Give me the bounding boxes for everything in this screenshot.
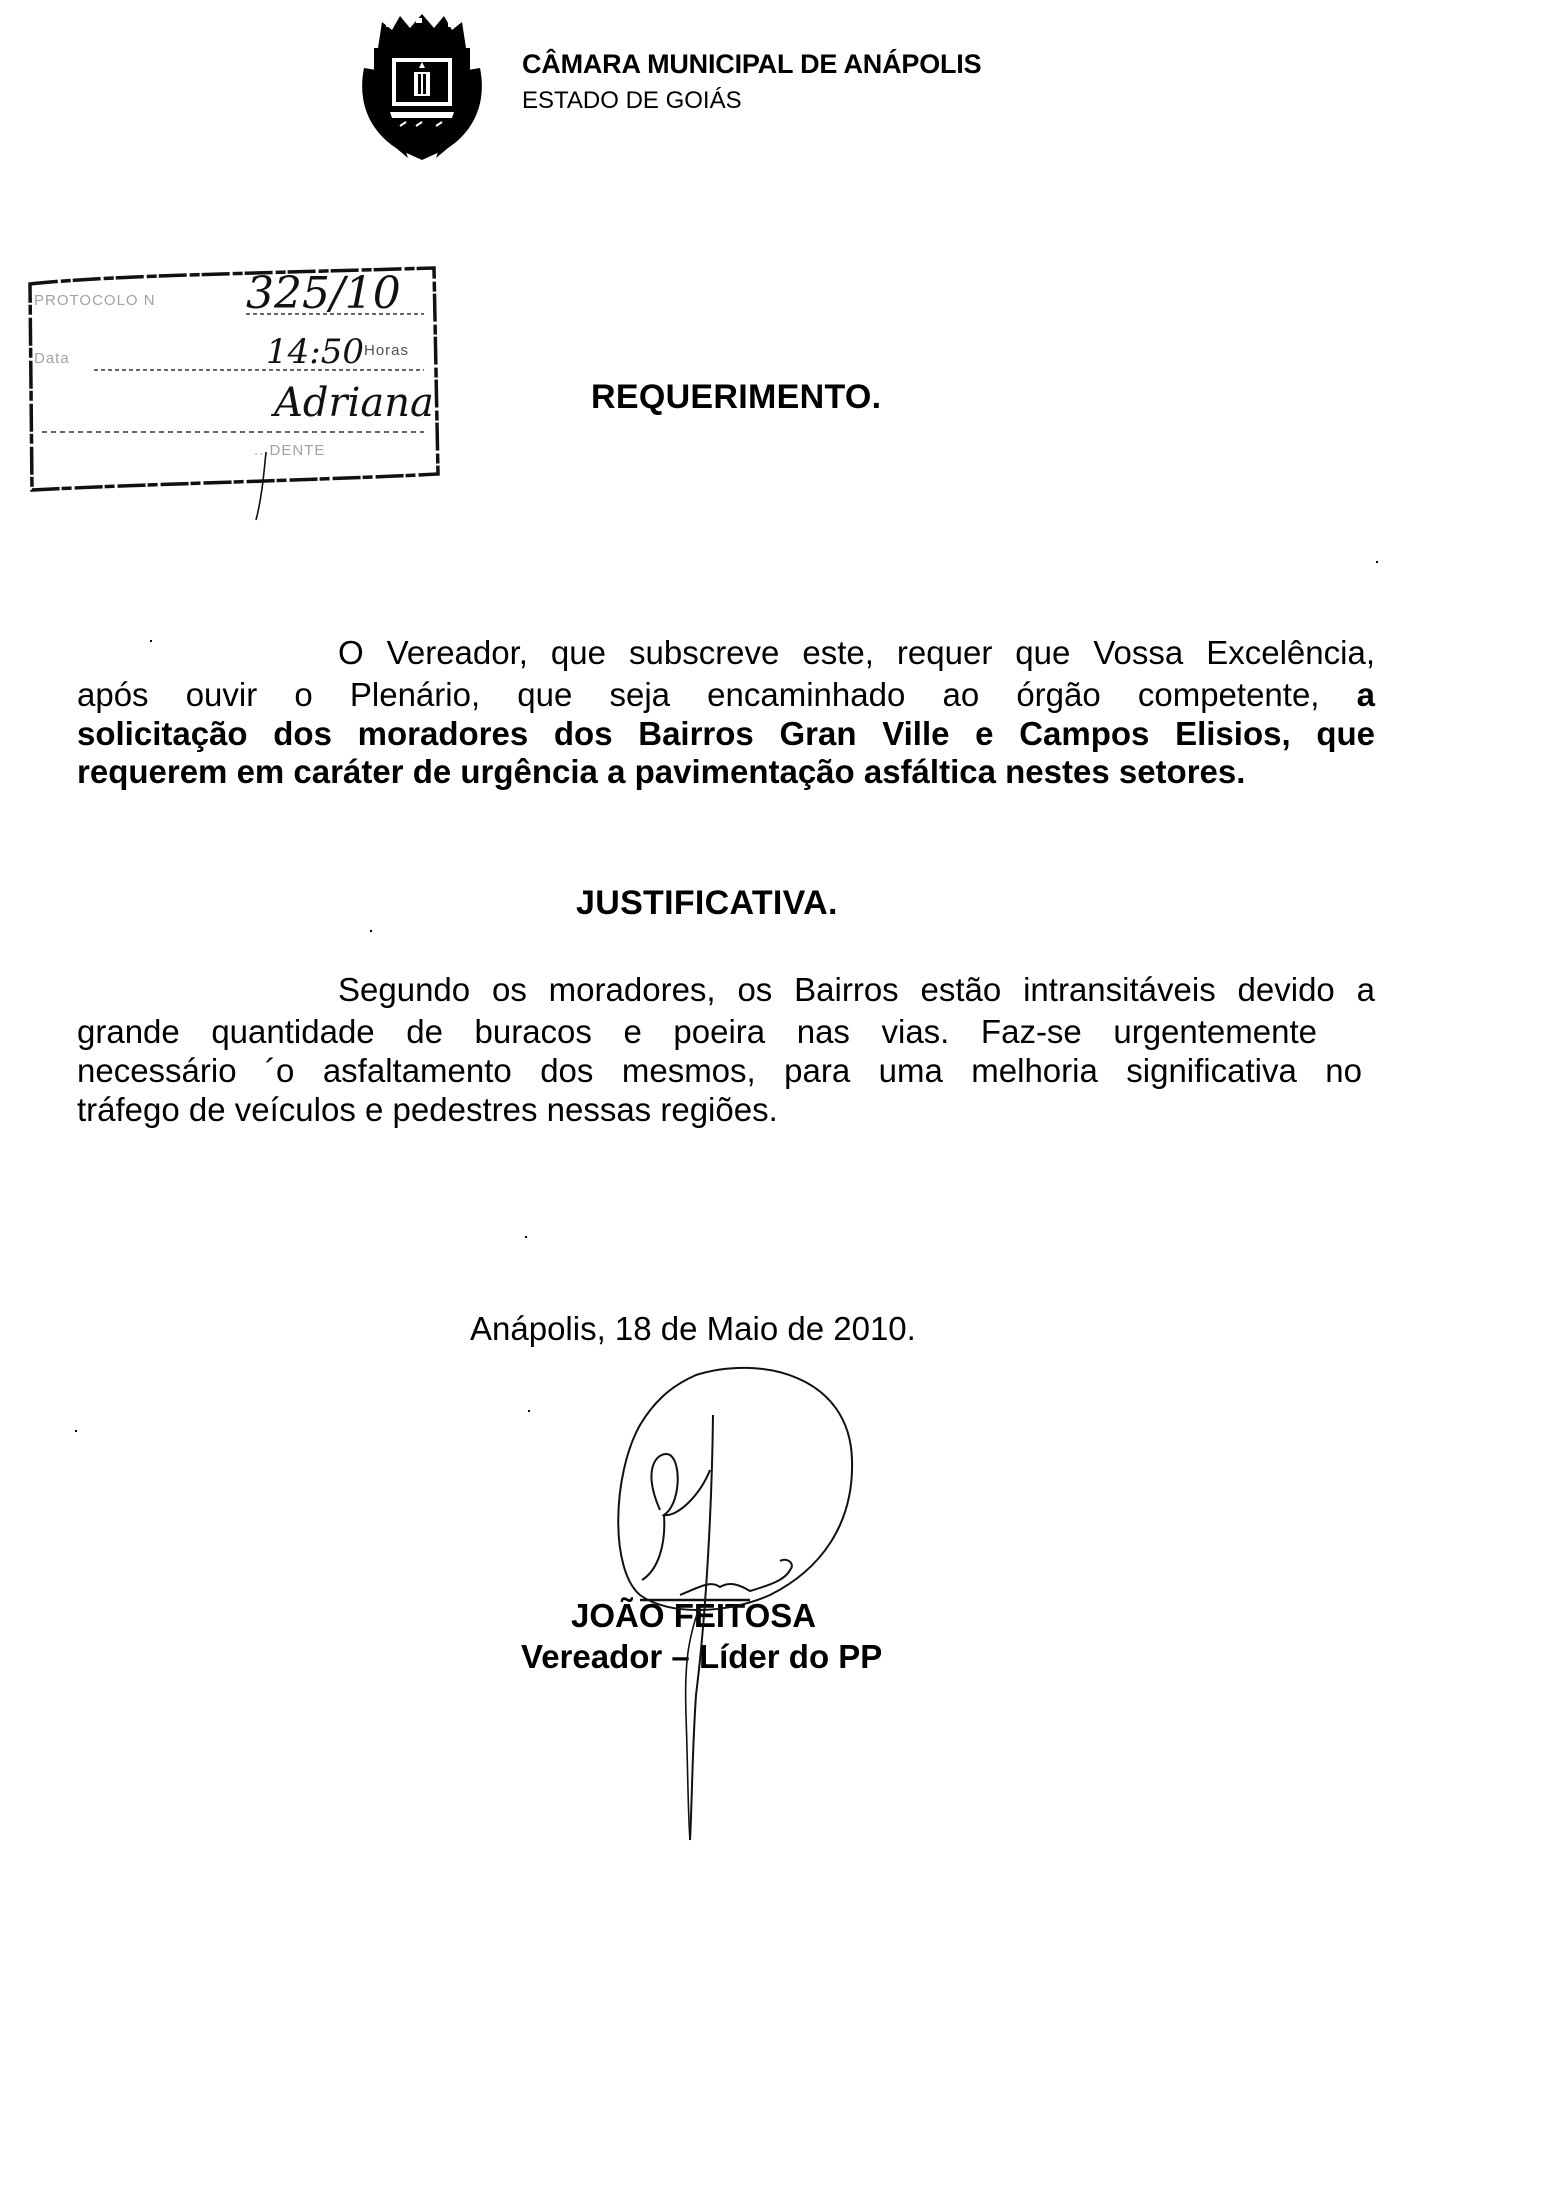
scan-speck [370,930,372,932]
protocol-number: 325/10 [246,268,401,319]
justification-line-2: grande quantidade de buracos e poeira nas vias. Faz-se urgentemente [77,1013,1317,1050]
scan-speck [1376,561,1378,563]
organization-name: CÂMARA MUNICIPAL DE ANÁPOLIS [522,49,982,79]
protocol-stamp [24,262,444,498]
request-line-2-bold: a [1319,676,1375,713]
signer-role: Vereador – Líder do PP [521,1638,883,1675]
request-line-3-bold: solicitação dos moradores dos Bairros Gran Ville e Campos Elisios, que [77,715,1375,752]
scan-speck [525,1236,527,1238]
scan-speck [150,640,152,642]
crest-icon [356,8,488,160]
request-line-2 [77,675,1375,715]
request-line-2-text: após ouvir o Plenário, que seja encaminhado ao órgão competente, [77,676,1320,713]
request-line-1-text: O Vereador, que subscreve este, requer que Vossa Excelência, [338,634,1375,671]
scan-speck [528,1410,530,1412]
protocol-time: 14:50 [266,332,364,372]
signer-name: JOÃO FEITOSA [571,1597,817,1634]
request-line-4-bold: requerem em caráter de urgência a pavimentação asfáltica nestes setores. [77,753,1246,790]
justification-line-4: tráfego de veículos e pedestres nessas regiões. [77,1091,778,1128]
place-and-date: Anápolis, 18 de Maio de 2010. [470,1310,916,1347]
protocol-time-unit: Horas [364,342,410,359]
signature-tail-stroke [254,452,314,522]
justification-title: JUSTIFICATIVA. [576,884,838,922]
request-line-1 [338,633,1375,673]
organization-state: ESTADO DE GOIÁS [522,87,742,114]
receiver-signature: Adriana [274,380,434,426]
coat-of-arms-logo [356,8,488,160]
request-line-4 [77,752,1367,792]
stamp-label-receiver: ...DENTE [254,442,326,459]
document-title: REQUERIMENTO. [591,378,882,416]
scan-speck [75,1430,77,1432]
stamp-label-protocol: PROTOCOLO N [34,292,156,309]
stamp-label-date: Data [34,350,70,367]
request-line-3 [77,714,1375,754]
justification-line-1: Segundo os moradores, os Bairros estão intransitáveis devido a [338,971,1375,1008]
justification-line-3: necessário ´o asfaltamento dos mesmos, para uma melhoria significativa no [77,1052,1362,1089]
